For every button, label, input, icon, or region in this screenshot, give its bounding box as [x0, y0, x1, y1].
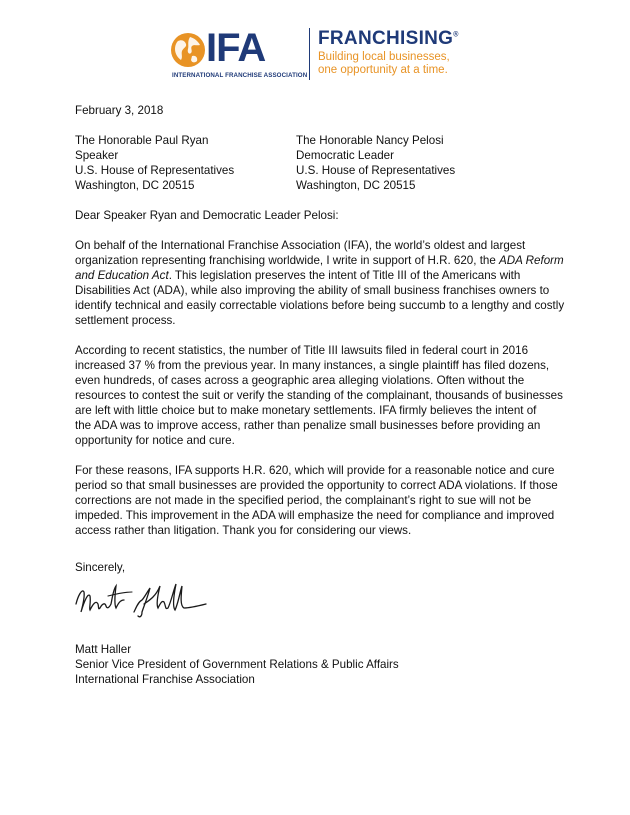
- recipient-1-office: U.S. House of Representatives: [75, 164, 235, 177]
- recipient-2-name: The Honorable Nancy Pelosi: [296, 134, 444, 147]
- recipient-2-city: Washington, DC 20515: [296, 179, 416, 192]
- recipient-2-title: Democratic Leader: [296, 149, 394, 162]
- closing: Sincerely,: [75, 561, 126, 574]
- tagline-line1: Building local businesses,: [318, 51, 450, 63]
- handwritten-signature: [72, 578, 212, 622]
- signer-title: Senior Vice President of Government Relations & Public Affairs: [75, 658, 399, 671]
- paragraph-3: [75, 463, 570, 538]
- recipient-1-name: The Honorable Paul Ryan: [75, 134, 209, 147]
- paragraph-2-line: even hundreds, of cases across a geographic area alleging violations. Often without the: [75, 374, 525, 387]
- recipient-1-title: Speaker: [75, 149, 119, 162]
- paragraph-1-line: identify technical and easily correctable violations before being succumb to a lengthy and costly: [75, 299, 565, 312]
- recipient-1-city: Washington, DC 20515: [75, 179, 195, 192]
- paragraph-2-line: are left with little choice but to make monetary settlements. IFA firmly believes the intent of: [75, 404, 537, 417]
- paragraph-2-line: increased 37 % from the previous year. In many instances, a single plaintiff has filed dozens,: [75, 359, 550, 372]
- tagline-line2: one opportunity at a time.: [318, 64, 448, 76]
- paragraph-2-line: According to recent statistics, the number of Title III lawsuits filed in federal court in 2016: [75, 344, 529, 357]
- paragraph-3-line: access rather than litigation. Thank you for considering our views.: [75, 524, 412, 537]
- globe-logo-icon: [170, 32, 206, 68]
- paragraph-1-line: On behalf of the International Franchise Association (IFA), the world’s oldest and largest: [75, 239, 526, 252]
- bill-title-italic: and Education Act: [75, 269, 169, 282]
- paragraph-2: [75, 343, 570, 448]
- paragraph-2-line: the ADA was to improve access, rather than penalize small businesses before providing an: [75, 419, 541, 432]
- bill-title-italic: ADA Reform: [499, 254, 564, 267]
- signer-organization: International Franchise Association: [75, 673, 255, 686]
- letter-date: February 3, 2018: [75, 104, 164, 117]
- salutation: Dear Speaker Ryan and Democratic Leader Pelosi:: [75, 209, 339, 222]
- paragraph-3-line: corrections are not made in the specified period, the complainant’s right to sue will not be: [75, 494, 532, 507]
- paragraph-1-line: organization representing franchising worldwide, I write in support of H.R. 620, the ADA Reform: [75, 254, 564, 267]
- letterhead-divider: [309, 28, 310, 80]
- paragraph-1-line: settlement process.: [75, 314, 176, 327]
- signer-name: Matt Haller: [75, 643, 132, 656]
- paragraph-1-line: and Education Act. This legislation preserves the intent of Title III of the Americans with: [75, 269, 521, 282]
- paragraph-2-line: opportunity for notice and cure.: [75, 434, 235, 447]
- paragraph-1: [75, 238, 570, 328]
- letterhead: [170, 24, 470, 82]
- ifa-logo-text: IFA: [206, 26, 266, 70]
- paragraph-3-line: period so that small businesses are provided the opportunity to correct ADA violations. If those: [75, 479, 558, 492]
- paragraph-2-line: resources to contest the suit or verify the standing of the complainant, thousands of businesses: [75, 389, 563, 402]
- ifa-logo-subtitle: INTERNATIONAL FRANCHISE ASSOCIATION: [172, 72, 308, 79]
- paragraph-1-line: Disabilities Act (ADA), while also improving the ability of small business franchises owners to: [75, 284, 550, 297]
- franchising-brand: FRANCHISING®: [318, 28, 459, 49]
- paragraph-3-line: For these reasons, IFA supports H.R. 620, which will provide for a reasonable notice and cure: [75, 464, 555, 477]
- recipient-2-office: U.S. House of Representatives: [296, 164, 456, 177]
- paragraph-3-line: impeded. This improvement in the ADA will emphasize the need for compliance and improved: [75, 509, 555, 522]
